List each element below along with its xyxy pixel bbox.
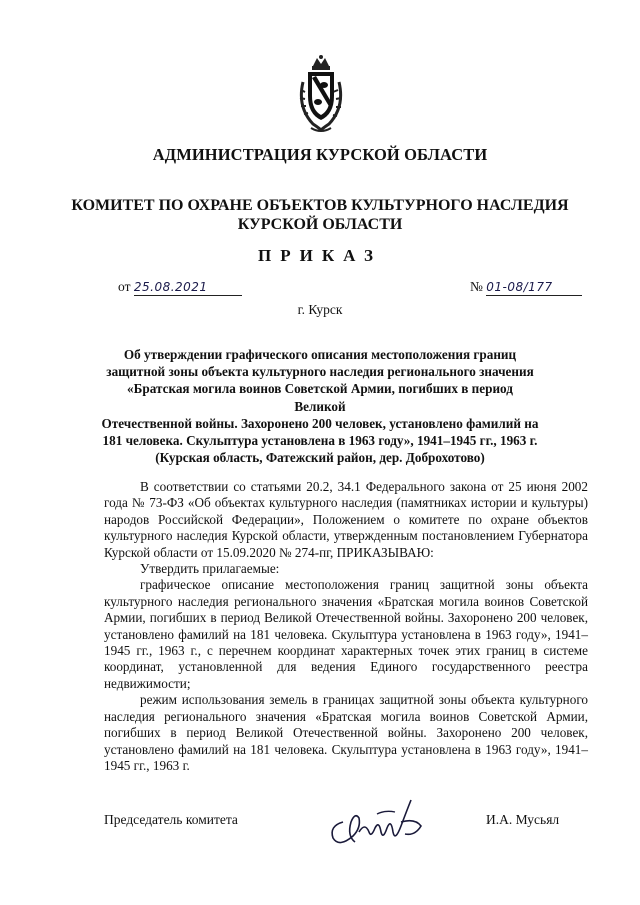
committee-heading-line2: КУРСКОЙ ОБЛАСТИ — [237, 216, 403, 233]
title-line: Отечественной войны. Захоронено 200 человек, установлено фамилий на — [101, 415, 539, 431]
order-heading: ПРИКАЗ — [258, 246, 382, 265]
title-line: «Братская могила воинов Советской Армии, погибших в период Великой — [127, 381, 513, 414]
order-date: 25.08.2021 — [133, 280, 208, 294]
title-line: защитной зоны объекта культурного наследия регионального значения — [106, 364, 534, 380]
signatory-name: И.А. Мусьял — [486, 812, 560, 827]
document-body — [104, 479, 588, 774]
committee-heading — [0, 196, 640, 234]
title-line: (Курская область, Фатежский район, дер. Доброхотово) — [155, 450, 485, 466]
title-line: Об утверждении графического описания местоположения границ — [123, 347, 517, 362]
administration-heading: АДМИНИСТРАЦИЯ КУРСКОЙ ОБЛАСТИ — [152, 145, 488, 164]
order-date-line — [118, 279, 242, 296]
document-title — [100, 346, 540, 466]
coat-of-arms-icon — [293, 52, 349, 134]
signatory-position: Председатель комитета — [104, 812, 238, 827]
committee-heading-line1: КОМИТЕТ ПО ОХРАНЕ ОБЪЕКТОВ КУЛЬТУРНОГО НАСЛЕДИЯ — [71, 197, 569, 214]
body-paragraph-approve: Утвердить прилагаемые: — [140, 561, 280, 577]
date-prefix: от — [118, 279, 131, 294]
body-paragraph-regime: режим использования земель в границах защитной зоны объекта культурного наследия регионального значения «Братская могила воинов Советской Армии, погибших в период Великой Отечественной войны. Захоронено 200 человек, установлено фамилий на 181 человека. Скульптура установлена в 1963 году», 1941–1945 гг., 1963 г. — [104, 692, 588, 773]
title-line: 181 человека. Скульптура установлена в 1963 году», 1941–1945 гг., 1963 г. — [102, 433, 538, 449]
order-date-field — [134, 279, 242, 296]
number-prefix: № — [470, 279, 483, 294]
body-paragraph-preamble: В соответствии со статьями 20.2, 34.1 Федерального закона от 25 июня 2002 года № 73-ФЗ «Об объектах культурного наследия (памятниках истории и культуры) народов Российской Федерации», Положением о комитете по охране объектов культурного наследия Курской области, утвержденным постановлением Губернатора Курской области от 15.09.2020 № 274-пг, ПРИКАЗЫВАЮ: — [104, 479, 588, 560]
order-number-field — [486, 279, 582, 296]
order-number: 01-08/177 — [486, 280, 553, 294]
body-paragraph-description: графическое описание местоположения границ защитной зоны объекта культурного наследия регионального значения «Братская могила воинов Советской Армии, погибших в период Великой Отечественной войны. Захоронено 200 человек, установлено фамилий на 181 человека. Скульптура установлена в 1963 году», 1941–1945 гг., 1963 г., с перечнем координат характерных точек этих границ в системе координат, установленной для ведения Единого государственного реестра недвижимости; — [104, 577, 588, 691]
order-number-line — [470, 279, 582, 296]
city: г. Курск — [297, 302, 343, 317]
signature-image — [325, 792, 435, 852]
